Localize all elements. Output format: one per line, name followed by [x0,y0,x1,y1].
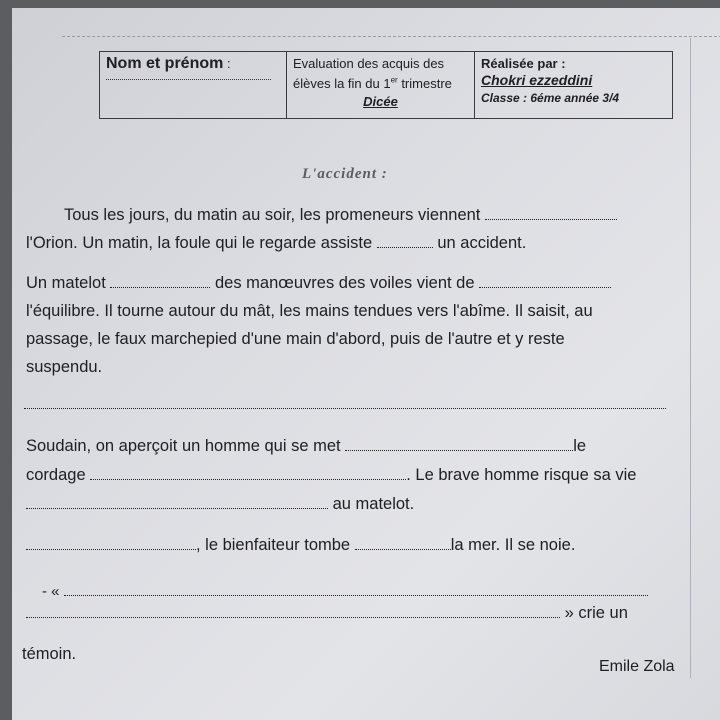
blank-2[interactable] [377,236,433,248]
line-7: Soudain, on aperçoit un homme qui se met le [26,437,587,455]
blank-8[interactable] [26,538,196,550]
blank-9[interactable] [355,538,451,550]
author-cell [475,52,673,119]
right-margin-line [690,38,691,678]
blank-11[interactable] [26,606,560,618]
line-3: Un matelot des manœuvres des voiles vient de [26,274,611,293]
blank-1[interactable] [485,208,617,220]
line-13: témoin. [22,645,77,663]
blank-4[interactable] [479,276,611,288]
top-edge-line [62,36,720,37]
line-10: , le bienfaiteur tombe la mer. Il se noie. [26,536,575,555]
evaluation-cell [287,52,475,119]
blank-5[interactable] [345,439,573,451]
name-blank[interactable] [106,79,271,80]
blank-full-line-1[interactable] [24,408,666,409]
name-colon: : [223,56,231,71]
line-11: - « [42,583,648,600]
blank-6[interactable] [90,468,406,480]
line-12: » crie un [26,604,628,623]
author-name: Emile Zola [599,658,675,675]
line-5: passage, le faux marchepied d'une main d'abord, puis de l'autre et y reste [26,330,565,348]
worksheet-page [12,8,720,720]
evaluation-line-2: élèves la fin du 1er trimestre [293,76,452,92]
header-table [99,51,673,119]
line-2: l'Orion. Un matin, la foule qui le regarde assiste un accident. [26,234,527,252]
name-label: Nom et prénom [106,55,224,72]
dictation-title: L'accident : [302,166,388,182]
realisee-label: Réalisée par : [481,56,566,71]
name-cell [100,52,287,119]
class-label: Classe : 6éme année 3/4 [481,91,620,105]
evaluation-line-1: Evaluation des acquis des [293,56,445,71]
dictation-label: Dicée [363,94,398,110]
line-8: cordage . Le brave homme risque sa vie [26,466,637,484]
blank-3[interactable] [110,276,210,288]
blank-7[interactable] [26,497,328,509]
blank-10[interactable] [64,584,648,596]
line-6: suspendu. [26,358,103,376]
line-1: Tous les jours, du matin au soir, les promeneurs viennent [64,206,617,225]
line-4: l'équilibre. Il tourne autour du mât, les mains tendues vers l'abîme. Il saisit, au [26,302,593,320]
line-9: au matelot. [26,495,414,514]
teacher-name: Chokri ezzeddini [481,72,593,88]
